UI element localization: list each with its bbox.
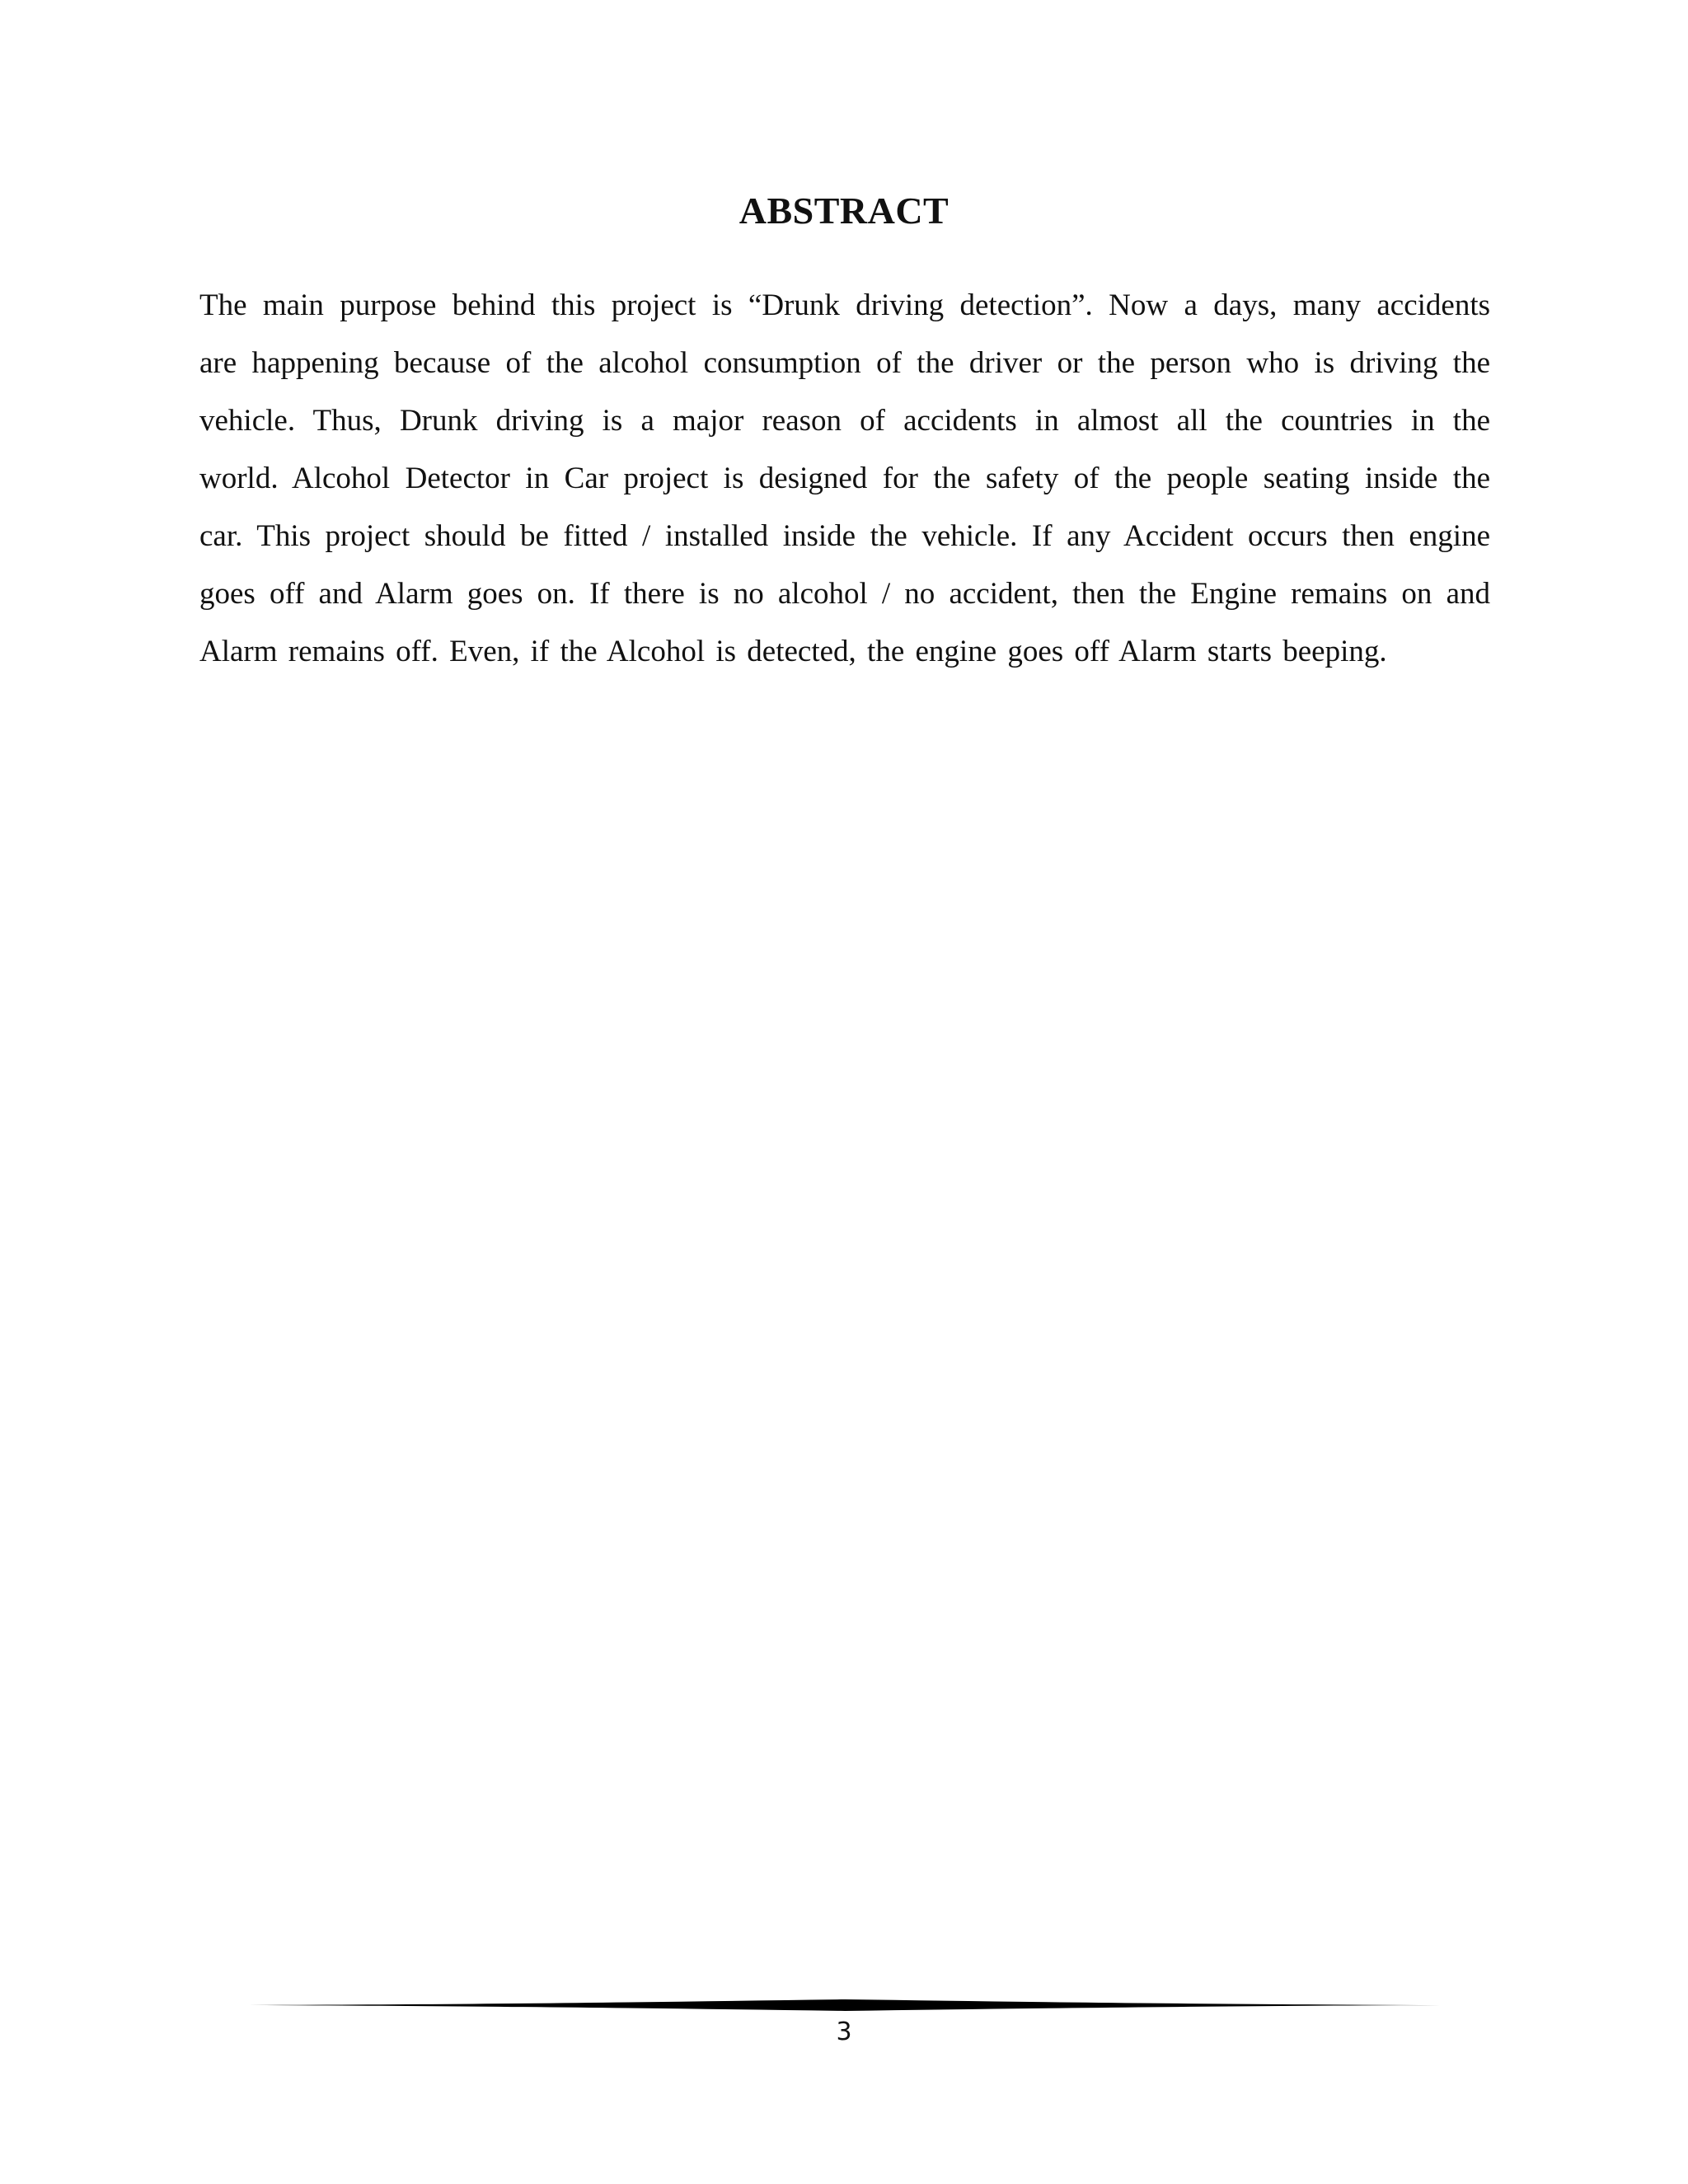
abstract-line-5: car. This project should be fitted / installed inside the vehicle. If any Accident occurs then engine xyxy=(199,519,1490,553)
footer-divider xyxy=(249,1999,1441,2012)
abstract-line-6: goes off and Alarm goes on. If there is no alcohol / no accident, then the Engine remains on and xyxy=(199,577,1490,611)
page-number: 3 xyxy=(836,2018,852,2046)
abstract-line-4: world. Alcohol Detector in Car project is designed for the safety of the people seating inside the xyxy=(199,462,1490,495)
abstract-line-2: are happening because of the alcohol consumption of the driver or the person who is driving the xyxy=(199,346,1490,380)
abstract-line-7: Alarm remains off. Even, if the Alcohol is detected, the engine goes off Alarm starts beeping. xyxy=(199,635,1387,668)
abstract-heading: ABSTRACT xyxy=(738,190,950,232)
abstract-line-1: The main purpose behind this project is “Drunk driving detection”. Now a days, many accidents xyxy=(199,288,1490,322)
abstract-line-3: vehicle. Thus, Drunk driving is a major reason of accidents in almost all the countries in the xyxy=(199,404,1490,438)
abstract-paragraph xyxy=(199,277,1490,681)
